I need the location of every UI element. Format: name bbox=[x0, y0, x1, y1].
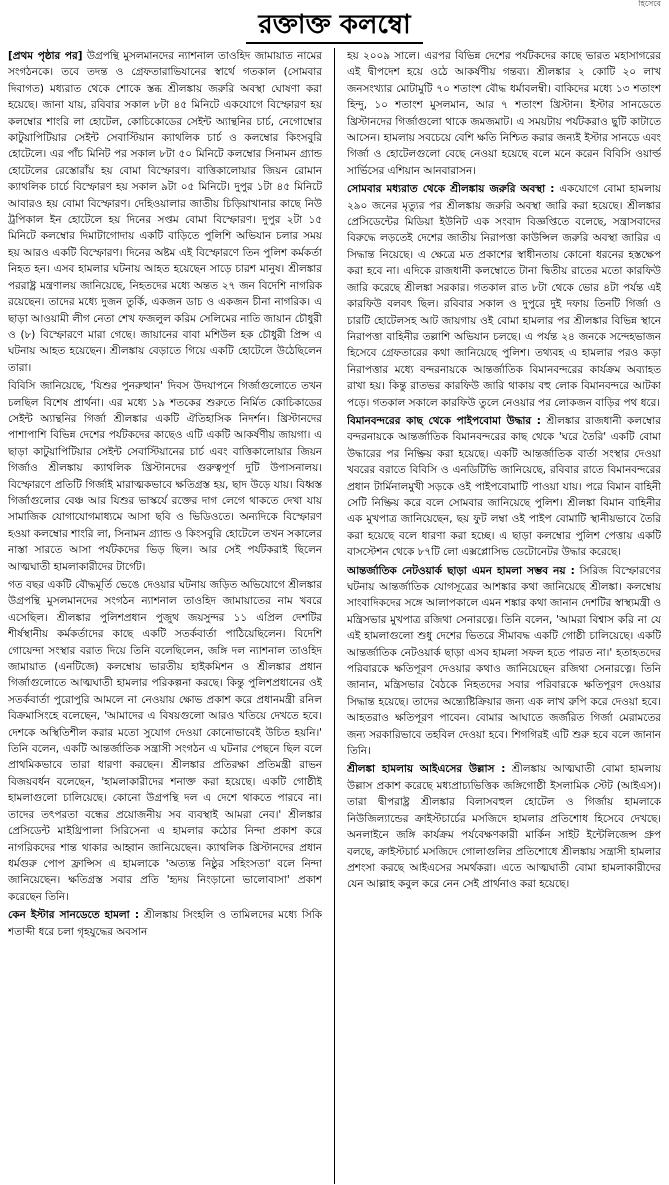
paragraph bbox=[8, 378, 322, 575]
headline-container bbox=[8, 10, 661, 44]
subheading: বিমানবন্দরের কাছ থেকে পাইপবোমা উদ্ধার : bbox=[347, 414, 541, 427]
paragraph-text: বিবিসি জানিয়েছে, 'যিশুর পুনরুত্থান' দিবস উদযাপনে গির্জাগুলোতে তখন চলছিল বিশেষ প্রার্থনা। এর মধ্যে ১৯ শতকের শুরুতে নির্মিত কোচিকাডের সেইন্ট অ্যান্থনির গির্জা শ্রীলঙ্কার একটি ঐতিহাসিক নিদর্শন। খ্রিস্টানদের পাশাপাশি বিভিন্ন দেশের পর্যটকদের কাছেও এটি একটি আকর্ষণীয় জায়গা। এ ছাড়া কাটুয়াপিটিয়ার সেইন্ট সেবাস্টিয়ানের চার্চ এবং বাত্তিকালোয়ার জিয়ন গির্জাও শ্রীলঙ্কায় ক্যাথলিক খ্রিস্টানদের গুরুত্বপূর্ণ দুটি উপাসনালয়। বিস্ফোরণে প্রতিটি গির্জাই মারাত্মকভাবে ক্ষতিগ্রস্ত হয়, ছাদ উড়ে যায়। বিধ্বস্ত গির্জাগুলোর বেঞ্চ আর যিশুর ভাস্কর্যে রক্তের দাগ লেগে থাকতে দেখা যায় সামাজিক যোগাযোগমাধ্যমে আসা ছবি ও ভিডিওতে। অন্যদিকে বিস্ফোরণ হওয়া কলম্বোর শাংরি লা, সিনামন গ্র্যান্ড ও কিংসবুরি হোটেলে তখন সকালের নাস্তা সারতে আসা পর্যটকদের ভিড় ছিল। আর সেই পর্যটকরাই ছিলেন আত্মঘাতী হামলাকারীদের টার্গেট। bbox=[8, 380, 323, 573]
subheading: আন্তর্জাতিক নেটওয়ার্ক ছাড়া এমন হামলা সম্ভব নয় : bbox=[347, 564, 575, 577]
paragraph bbox=[347, 761, 661, 892]
top-strip-right-text: হিসেবে bbox=[638, 0, 661, 8]
paragraph bbox=[8, 907, 322, 940]
top-strip bbox=[8, 0, 661, 8]
article-body bbox=[8, 48, 661, 1184]
subheading: সোমবার মধ্যরাত থেকে শ্রীলঙ্কায় জরুরি অবস্থা : bbox=[347, 183, 555, 196]
paragraph-text: একযোগে বোমা হামলায় ২৯০ জনের মৃত্যুর পর শ্রীলঙ্কায় জরুরি অবস্থা জারি করা হয়েছে। শ্রীলঙ্কার প্রেসিডেন্টের মিডিয়া ইউনিট এক সংবাদ বিজ্ঞপ্তিতে বলেছে, সন্ত্রাসবাদের বিরুদ্ধে লড়তেই দেশের জাতীয় নিরাপত্তা কাউন্সিল জরুরি অবস্থা জারির এ সিদ্ধান্ত নিয়েছে। এ ক্ষেত্রে মত প্রকাশের স্বাধীনতায় কোনো ধরনের হস্তক্ষেপ করা হবে না। এদিকে রাজধানী কলম্বোতে টানা দ্বিতীয় রাতের মতো কারফিউ জারি করেছে শ্রীলঙ্কা সরকার। গতকাল রাত ৮টা থেকে ভোর ৪টা পর্যন্ত এই কারফিউ বলবৎ ছিল। রবিবার সকাল ও দুপুরে দুই দফায় তিনটি গির্জা ও চারটি হোটেলসহ আট জায়গায় ওই বোমা হামলার পর শ্রীলঙ্কার বিভিন্ন স্থানে নিরাপত্তা বাহিনীর তল্লাশি অভিযান চলছে। এ পর্যন্ত ২৪ জনকে সন্দেহভাজন হিসেবে গ্রেফতারের কথা জানিয়েছে পুলিশ। তথ্যবহ এ হামলার পরও কড়া নিরাপত্তার মধ্যে বন্দরনায়কে আন্তর্জাতিক বিমানবন্দরের কার্যক্রম অব্যাহত রাখা হয়। কিন্তু রাতভর কারফিউ জারি থাকায় বহু লোক বিমানবন্দরে আটকা পড়ে। গতকাল সকালে কারফিউ তুলে নেওয়ার পর লোকজন বাড়ির পথ ধরে। bbox=[347, 183, 661, 409]
column-divider bbox=[334, 48, 335, 1184]
paragraph bbox=[347, 413, 661, 561]
paragraph bbox=[347, 181, 661, 411]
right-column bbox=[347, 48, 661, 1184]
paragraph-text: শ্রীলঙ্কায় আত্মঘাতী বোমা হামলায় উল্লাস প্রকাশ করেছে মধ্যপ্রাচ্যভিত্তিক জঙ্গিগোষ্ঠী ইসলামিক স্টেট (আইএস)। তারা দ্বীপরাষ্ট্র শ্রীলঙ্কার বিলাসবহুল হোটেল ও গির্জায় হামলাকে নিউজিল্যান্ডের ক্রাইস্টচার্চের মসজিদে হামলার প্রতিশোধ হিসেবে দেখছে। অনলাইনে জঙ্গি কার্যক্রম পর্যবেক্ষণকারী মার্কিন সাইট ইন্টেলিজেন্স গ্রুপ বলছে, ক্রাইস্টচার্চ মসজিদে গোলাগুলির প্রতিশোধে শ্রীলঙ্কায় সন্ত্রাসী হামলার প্রশংসা করছে আইএসের সমর্থকরা। এতে আত্মঘাতী বোমা হামলাকারীদের যেন আল্লাহ কবুল করে নেন সেই প্রার্থনাও করা হয়েছে। bbox=[347, 763, 661, 891]
paragraph-text: হয় ২০০৯ সালে। এরপর বিভিন্ন দেশের পর্যটকদের কাছে ভারত মহাসাগরের এই দ্বীপদেশ হয়ে ওঠে আকর্ষণীয় গন্তব্য। শ্রীলঙ্কার ২ কোটি ২০ লাখ জনসংখ্যার মোটামুটি ৭০ শতাংশ বৌদ্ধ ধর্মাবলম্বী। বাকিদের মধ্যে ১৩ শতাংশ হিন্দু, ১০ শতাংশ মুসলমান, আর ৭ শতাংশ খ্রিস্টান। ইস্টার সানডেতে খ্রিস্টানদের গির্জাগুলো থাকে জমজমাট। এ সময়টায় পর্যটকরাও ছুটি কাটাতে আসেন। হামলায় সবচেয়ে বেশি ক্ষতি নিশ্চিত করার জন্যই ইস্টার সানডে এবং গির্জা ও হোটেলগুলো বেছে নেওয়া হয়েছে বলে মনে করেন বিবিসি ওয়ার্ল্ড সার্ভিসের এশিয়ান আনবারাসন। bbox=[347, 50, 661, 177]
paragraph-text: সিরিজ বিস্ফোরণের ঘটনায় আন্তর্জাতিক যোগসূত্রের আশঙ্কার কথা জানিয়েছে শ্রীলঙ্কা। কলম্বোয় সাংবাদিকদের সঙ্গে আলাপকালে এমন শঙ্কার কথা জানান দেশটির স্বাস্থ্যমন্ত্রী ও মন্ত্রিসভার মুখপাত্র রজিথা সেনারত্নে। তিনি বলেন, 'আমরা বিশ্বাস করি না যে এই হামলাগুলো শুধু দেশের ভিতরে সীমাবদ্ধ একটি গোষ্ঠী চালিয়েছে। একটি আন্তর্জাতিক নেটওয়ার্ক ছাড়া এসব হামলা সফল হতে পারত না।' হতাহতদের পরিবারকে ক্ষতিপূরণ দেওয়ার কথাও জানিয়েছেন রজিথা সেনারত্নে। তিনি জানান, মন্ত্রিসভার বৈঠকে নিহতদের সবার পরিবারকে ক্ষতিপূরণ দেওয়ার সিদ্ধান্ত হয়েছে। তাদের অন্ত্যেষ্টিক্রিয়ার জন্য এক লাখ রুপি করে দেওয়া হবে। আহতরাও ক্ষতিপূরণ পাবেন। বোমার আঘাতে জর্জরিত গির্জা মেরামতের জন্য সরকারিভাবে তহবিল দেওয়া হবে। শিগগিরই এটি শুরু হবে বলে জানান তিনি। bbox=[347, 564, 661, 758]
paragraph-text: শ্রীলঙ্কায় সিংহলি ও তামিলদের মধ্যে সিকি শতাব্দী ধরে চলা গৃহযুদ্ধের অবসান bbox=[8, 909, 323, 938]
headline: রক্তাক্ত কলম্বো bbox=[246, 10, 422, 44]
subheading: কেন ইস্টার সানডেতে হামলা : bbox=[8, 909, 139, 922]
paragraph bbox=[347, 48, 661, 179]
paragraph bbox=[8, 577, 322, 905]
left-column bbox=[8, 48, 322, 1184]
paragraph bbox=[8, 48, 322, 376]
paragraph-text: উগ্রপন্থি মুসলমানদের ন্যাশনাল তাওহিদ জামায়াত নামের সংগঠনকে। তবে তদন্ত ও গ্রেফতারাভিযানের স্বার্থে গতকাল (সোমবার দিবাগত) মধ্যরাত থেকে শোকে স্তব্ধ শ্রীলঙ্কায় জরুরি অবস্থা ঘোষণা করা হয়েছে। জানা যায়, রবিবার সকাল ৮টা ৪৫ মিনিটে একযোগে বিস্ফোরণ হয় কলম্বোর শাংরি লা হোটেল, কোচিকোডের সেইন্ট অ্যান্থনির চার্চ, নেগোম্বোর কাটুয়াপিটিয়ার সেইন্ট সেবাস্টিয়ান ক্যাথলিক চার্চ ও কলম্বোর কিংসবুরি হোটেলে। এর পাঁচ মিনিট পর সকাল ৮টা ৫০ মিনিটে কলম্বোর সিনামন গ্র্যান্ড হোটেলের রেস্তোরাঁয় হয় বোমা বিস্ফোরণ। বাত্তিকালোয়ার জিয়ন রোমান ক্যাথলিক চার্চে বিস্ফোরণ হয় সকাল ৯টা ০৫ মিনিটে। দুপুর ১টা ৪৫ মিনিটে আবারও হয় বোমা বিস্ফোরণ। দেহিওয়ালার জাতীয় চিড়িয়াখানার কাছে নিউ ট্রপিকাল ইন হোটেলে হয় দিনের সপ্তম বোমা বিস্ফোরণ। দুপুর ২টা ১৫ মিনিটে কলম্বোর দিমাটাগোদায় একটি বাড়িতে পুলিশি অভিযান চলার সময় হয় আরও একটি বিস্ফোরণ। দিনের অষ্টম এই বিস্ফোরণে তিন পুলিশ কর্মকর্তা নিহত হন। এসব হামলার ঘটনায় আহত হয়েছেন সাড়ে চারশ মানুষ। শ্রীলঙ্কার পররাষ্ট্র মন্ত্রণালয় জানিয়েছে, নিহতদের মধ্যে অন্তত ২৭ জন বিদেশি নাগরিক রয়েছেন। তাদের মধ্যে দুজন তুর্কি, একজন ডাচ ও একজন চীনা নাগরিক। এ ছাড়া আওয়ামী লীগ নেতা শেখ ফজলুল করিম সেলিমের নাতি জায়ান চৌধুরী ও (৮) বিস্ফোরণে মারা গেছে। জায়ানের বাবা মশিউল হক চৌধুরী প্রিন্স এ ঘটনায় আহত হয়েছেন। শ্রীলঙ্কায় বেড়াতে গিয়ে একটি হোটেলে উঠেছিলেন তারা। bbox=[8, 50, 323, 374]
paragraph-text: গত বছর একটি বৌদ্ধমূর্তি ভেঙে দেওয়ার ঘটনায় জড়িত অভিযোগে শ্রীলঙ্কার উগ্রপন্থি মুসলমানদের সংগঠন ন্যাশনাল তাওহিদ জামায়াতের নাম খবরে এসেছিল। শ্রীলঙ্কার পুলিশপ্রধান পুজুথ জয়সুন্দর ১১ এপ্রিল দেশটির শীর্ষস্থানীয় কর্মকর্তাদের কাছে একটি সতর্কবার্তা পাঠিয়েছিলেন। বিদেশি গোয়েন্দা সংস্থার বরাত দিয়ে তিনি বলেছিলেন, জঙ্গি দল ন্যাশনাল তাওহিদ জামায়াত (এনটিজে) কলম্বোয় ভারতীয় হাইকমিশন ও শ্রীলঙ্কার প্রধান গির্জাগুলোতে আত্মঘাতী হামলার পরিকল্পনা করছে। কিন্তু পুলিশপ্রধানের ওই সতর্কবার্তা পুরোপুরি আমলে না নেওয়ায় ক্ষোভ প্রকাশ করে প্রধানমন্ত্রী রনিল বিক্রমাসিংহে বলেছেন, 'আমাদের এ বিষয়গুলো আরও খতিয়ে দেখতে হবে। দেশকে অস্থিতিশীল করার মতো সুযোগ দেওয়া কোনোভাবেই উচিত হয়নি।' তিনি বলেন, একটি আন্তর্জাতিক সন্ত্রাসী সংগঠন এ ঘটনার পেছনে ছিল বলে প্রাথমিকভাবে তারা ধারণা করছেন। শ্রীলঙ্কার প্রতিরক্ষা প্রতিমন্ত্রী রাভন বিজয়বর্ধন বলেছেন, 'হামলাকারীদের শনাক্ত করা হয়েছে। একটি গোষ্ঠীই হামলাগুলো চালিয়েছে। কোনো উগ্রপন্থি দল এ দেশে থাকতে পারবে না। তাদের তৎপরতা বন্ধের প্রয়োজনীয় সব ব্যবস্থাই আমরা নেব।' শ্রীলঙ্কার প্রেসিডেন্ট মাইথ্রিপালা সিরিসেনা এ হামলার কঠোর নিন্দা প্রকাশ করে নাগরিকদের শান্ত থাকার আহ্বান জানিয়েছেন। ক্যাথলিক খ্রিস্টানদের প্রধান ধর্মগুরু পোপ ফ্রান্সিস এ হামলাকে 'অত্যন্ত নিষ্ঠুর সহিংসতা' বলে নিন্দা জানিয়েছেন। ক্ষতিগ্রস্ত সবার প্রতি 'হৃদয় নিংড়ানো ভালোবাসা' প্রকাশ করেছেন তিনি। bbox=[8, 579, 323, 903]
subheading: শ্রীলঙ্কা হামলায় আইএসের উল্লাস : bbox=[347, 763, 506, 776]
paragraph-lead: [প্রথম পৃষ্ঠার পর] bbox=[8, 50, 83, 62]
paragraph-text: শ্রীলঙ্কার রাজধানী কলম্বোর বন্দরনায়কে আন্তর্জাতিক বিমানবন্দরের কাছ থেকে 'ঘরে তৈরি' একটি বোমা উদ্ধারের পর নিষ্ক্রিয় করা হয়েছে। একটি আন্তর্জাতিক বার্তা সংস্থার দেওয়া খবরের বরাতে বিবিসি ও এনডিটিভি জানিয়েছে, রবিবার রাতে বিমানবন্দরের প্রধান টার্মিনালমুখী সড়কে ওই পাইপবোমাটি পাওয়া যায়। পরে বিমান বাহিনী সেটি নিষ্ক্রিয় করে বলে সোমবার জানিয়েছে পুলিশ। শ্রীলঙ্কা বিমান বাহিনীর এক মুখপাত্র জানিয়েছেন, ছয় ফুট লম্বা ওই পাইপ বোমাটি স্থানীয়ভাবে তৈরি করা হয়েছে বলে ধারণা করা হচ্ছে। এ ছাড়া কলম্বোর পুলিশ পেত্তায় একটি বাসস্টেশন থেকে ৮৭টি লো এক্সপ্লোসিভ ডেটোনেটর উদ্ধার করেছে। bbox=[347, 414, 661, 559]
paragraph bbox=[347, 563, 661, 760]
